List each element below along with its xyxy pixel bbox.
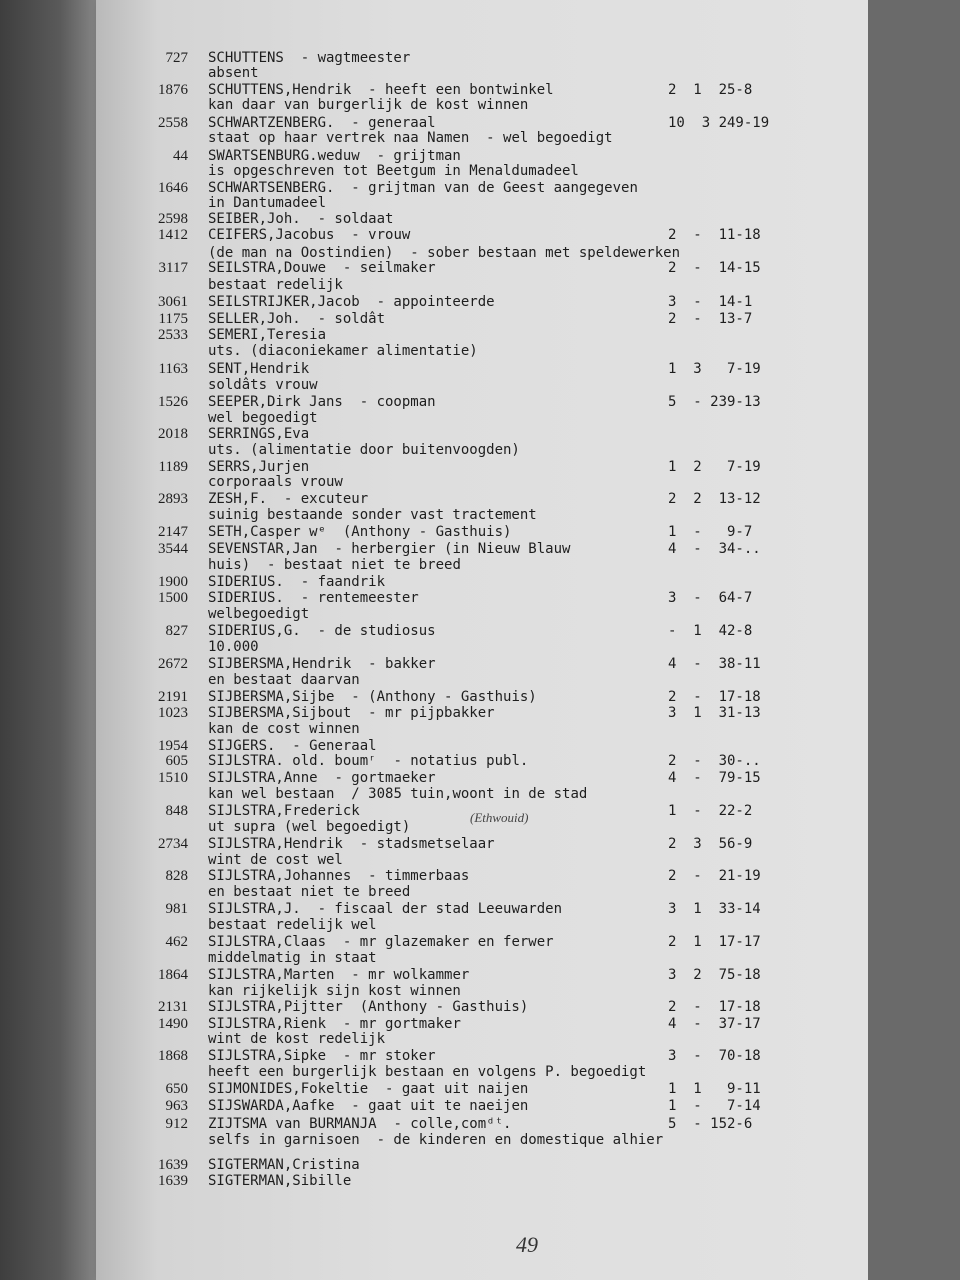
entry-name: uts. (alimentatie door buitenvoogden) (208, 442, 520, 458)
entry-name: en bestaat daarvan (208, 672, 360, 688)
entry-text (208, 786, 587, 802)
entry-occupation: - de studiosus (317, 623, 436, 639)
entry-name: kan de cost winnen (208, 721, 360, 737)
entry-number: 1189 (158, 459, 188, 475)
entry-occupation: - mr stoker (342, 1048, 436, 1064)
entry-number: 3061 (158, 294, 188, 310)
entry-text (208, 65, 275, 81)
entry-values: 2 - 17-18 (668, 999, 761, 1015)
entry-values: 2 - 14-15 (668, 260, 761, 276)
entry-number: 1876 (158, 82, 188, 98)
entry-name: SEIBER,Joh. (208, 211, 301, 227)
entry-text (208, 753, 528, 769)
entry-number: 828 (165, 868, 188, 884)
entry-occupation: - soldât (317, 311, 386, 327)
entry-name: uts. (diaconiekamer alimentatie) (208, 343, 478, 359)
entry-values: 4 - 38-11 (668, 656, 761, 672)
entry-occupation: - bakker (368, 656, 436, 672)
entry-name: en bestaat niet te breed (208, 884, 411, 900)
entry-name: SENT,Hendrik (208, 361, 310, 377)
entry-occupation: - generaal (351, 115, 436, 131)
entry-values: 2 - 13-7 (668, 311, 753, 327)
entry-name: SERRS,Jurjen (208, 459, 310, 475)
entry-text (208, 1132, 663, 1148)
entry-text (208, 1098, 528, 1114)
entry-name: bestaat redelijk wel (208, 917, 377, 933)
entry-name: ut supra (wel begoedigt) (208, 819, 411, 835)
entry-number: 3117 (158, 260, 188, 276)
entry-values: 1 - 7-14 (668, 1098, 761, 1114)
entry-values: 2 1 17-17 (668, 934, 761, 950)
entry-text (208, 277, 360, 293)
entry-text (208, 934, 554, 950)
entry-name: wint de cost wel (208, 852, 343, 868)
entry-text (208, 97, 545, 113)
entry-text (208, 327, 343, 343)
entry-number: 2147 (158, 524, 188, 540)
entry-number: 1639 (158, 1173, 188, 1189)
entry-number: 2598 (158, 211, 188, 227)
entry-text (208, 377, 334, 393)
entry-text (208, 770, 436, 786)
entry-occupation: - sober bestaan met speldewerken (410, 245, 681, 261)
entry-text (208, 343, 495, 359)
entry-occupation: - faandrik (300, 574, 386, 590)
entry-number: 1510 (158, 770, 188, 786)
entry-name: in Dantumadeel (208, 195, 327, 211)
entry-name: middelmatig in staat (208, 950, 377, 966)
entry-text (208, 1116, 511, 1132)
entry-values: 3 - 14-1 (668, 294, 753, 310)
entry-text (208, 50, 410, 66)
entry-name: SIJLSTRA,Claas (208, 934, 327, 950)
entry-values: 1 - 22-2 (668, 803, 753, 819)
entry-name: SIDERIUS. (208, 590, 284, 606)
entry-occupation: - bestaat niet te breed (267, 557, 461, 573)
entry-occupation: - wel begoedigt (486, 130, 613, 146)
entry-text (208, 311, 385, 327)
entry-occupation: - herbergier (in Nieuw Blauw (334, 541, 571, 557)
entry-text (208, 245, 680, 261)
entry-text (208, 115, 436, 131)
entry-name: heeft een burgerlijk bestaan en volgens P. begoedigt (208, 1064, 647, 1080)
entry-number: 1023 (158, 705, 188, 721)
entry-text (208, 82, 554, 98)
page-edge-background (868, 0, 960, 1280)
entry-text (208, 738, 377, 754)
entry-occupation: - notatius publ. (393, 753, 529, 769)
entry-values: 1 2 7-19 (668, 459, 761, 475)
entry-name: kan rijkelijk sijn kost winnen (208, 983, 461, 999)
entry-number: 44 (173, 148, 188, 164)
entry-occupation: - fiscaal der stad Leeuwarden (317, 901, 563, 917)
entry-values: 5 - 152-6 (668, 1116, 753, 1132)
entry-text (208, 901, 562, 917)
entry-name: SIJLSTRA,Rienk (208, 1016, 327, 1032)
entry-name: SIJSWARDA,Aafke (208, 1098, 335, 1114)
entry-values: 5 - 239-13 (668, 394, 761, 410)
entry-name: absent (208, 65, 259, 81)
entry-text (208, 130, 613, 146)
entry-text (208, 606, 326, 622)
entry-name: SIJMONIDES,Fokeltie (208, 1081, 369, 1097)
entry-text (208, 163, 596, 179)
entry-text (208, 1031, 402, 1047)
entry-occupation: - seilmaker (342, 260, 436, 276)
entry-number: 1639 (158, 1157, 188, 1173)
entry-values: 4 - 37-17 (668, 1016, 761, 1032)
entry-text (208, 1081, 528, 1097)
entry-values: 3 2 75-18 (668, 967, 761, 983)
entry-name: SIJBERSMA,Sijbe (208, 689, 335, 705)
entry-name: kan daar van burgerlijk de kost winnen (208, 97, 529, 113)
entry-number: 1954 (158, 738, 188, 754)
entry-number: 3544 (158, 541, 188, 557)
entry-occupation: (Anthony - Gasthuis) (359, 999, 529, 1015)
entry-number: 1868 (158, 1048, 188, 1064)
entry-values: 1 - 9-7 (668, 524, 753, 540)
entry-name: SIJBERSMA,Sijbout (208, 705, 352, 721)
entry-number: 1646 (158, 180, 188, 196)
entry-text (208, 672, 377, 688)
entry-text (208, 410, 334, 426)
entry-occupation: - coopman (359, 394, 436, 410)
entry-name: is opgeschreven tot Beetgum in Menaldumadeel (208, 163, 579, 179)
entry-text (208, 917, 393, 933)
entry-number: 2558 (158, 115, 188, 131)
entry-values: 4 - 34-.. (668, 541, 761, 557)
entry-number: 1526 (158, 394, 188, 410)
entry-occupation: - stadsmetselaar (359, 836, 495, 852)
entry-occupation: - vrouw (351, 227, 411, 243)
entry-name: SIGTERMAN,Sibille (208, 1173, 352, 1189)
entry-values: 3 1 33-14 (668, 901, 761, 917)
entry-text (208, 541, 570, 557)
entry-number: 1900 (158, 574, 188, 590)
entry-text (208, 442, 537, 458)
entry-name: SETH,Casper wᵉ (208, 524, 327, 540)
entry-occupation: - appointeerde (376, 294, 495, 310)
entry-name: SIGTERMAN,Cristina (208, 1157, 360, 1173)
entry-values: 2 - 11-18 (668, 227, 761, 243)
entry-text (208, 721, 377, 737)
entry-text (208, 868, 469, 884)
entry-number: 912 (165, 1116, 188, 1132)
entry-occupation: - grijtman van de Geest aangegeven (351, 180, 638, 196)
entry-text (208, 211, 393, 227)
entry-name: SIJLSTRA,Anne (208, 770, 318, 786)
entry-number: 462 (165, 934, 188, 950)
entry-name: SIJLSTRA,Marten (208, 967, 335, 983)
entry-text (208, 967, 469, 983)
entry-name: corporaals vrouw (208, 474, 343, 490)
entry-text (208, 590, 419, 606)
entry-number: 727 (165, 50, 188, 66)
entry-number: 1163 (158, 361, 188, 377)
entry-name: selfs in garnisoen (208, 1132, 360, 1148)
entry-number: 2893 (158, 491, 188, 507)
entry-name: SEVENSTAR,Jan (208, 541, 318, 557)
entry-name: SCHUTTENS (208, 50, 284, 66)
entry-occupation: / 3085 tuin,woont in de stad (351, 786, 588, 802)
entry-values: 1 3 7-19 (668, 361, 761, 377)
entry-number: 2018 (158, 426, 188, 442)
entry-occupation: - gaat uit te naeijen (351, 1098, 529, 1114)
entry-occupation: - excuteur (283, 491, 369, 507)
entry-occupation: - (Anthony - Gasthuis) (351, 689, 537, 705)
entry-text (208, 1048, 436, 1064)
entry-name: SEILSTRA,Douwe (208, 260, 327, 276)
entry-text (208, 260, 436, 276)
entry-occupation: - grijtman (376, 148, 461, 164)
entry-text (208, 507, 554, 523)
entry-number: 2672 (158, 656, 188, 672)
entry-name: 10.000 (208, 639, 259, 655)
entry-name: SCHWARTSENBERG. (208, 180, 335, 196)
entry-number: 2734 (158, 836, 188, 852)
entry-name: SIJLSTRA,Frederick (208, 803, 360, 819)
entry-text (208, 983, 478, 999)
entry-text (208, 148, 461, 164)
entry-name: staat op haar vertrek naa Namen (208, 130, 470, 146)
entry-text (208, 524, 511, 540)
entry-occupation: - mr pijpbakker (368, 705, 495, 721)
entry-occupation: - rentemeester (300, 590, 419, 606)
entry-name: ZESH,F. (208, 491, 268, 507)
entry-values: 3 - 70-18 (668, 1048, 761, 1064)
entry-text (208, 394, 436, 410)
entry-name: kan wel bestaan (208, 786, 335, 802)
entry-number: 2131 (158, 999, 188, 1015)
page-number: 49 (516, 1232, 538, 1257)
entry-values: 2 - 30-.. (668, 753, 761, 769)
entry-text (208, 1157, 377, 1173)
entry-text (208, 361, 326, 377)
entry-occupation: - wagtmeester (300, 50, 411, 66)
handwritten-margin-note: (Ethwouid) (470, 810, 529, 825)
entry-name: wel begoedigt (208, 410, 318, 426)
entry-number: 848 (165, 803, 188, 819)
entry-occupation: (Anthony - Gasthuis) (342, 524, 512, 540)
entry-number: 963 (165, 1098, 188, 1114)
entry-name: SERRINGS,Eva (208, 426, 310, 442)
entry-occupation: - gortmaeker (334, 770, 436, 786)
entry-occupation: - soldaat (317, 211, 394, 227)
entry-name: SWARTSENBURG.weduw (208, 148, 360, 164)
entry-occupation: - colle,comᵈᵗ. (393, 1116, 512, 1132)
entry-occupation: - Generaal (292, 738, 377, 754)
entry-text (208, 195, 343, 211)
entry-text (208, 819, 427, 835)
entry-text (208, 852, 360, 868)
entry-text (208, 999, 528, 1015)
entry-text (208, 557, 461, 573)
entry-name: SCHUTTENS,Hendrik (208, 82, 352, 98)
entry-name: SELLER,Joh. (208, 311, 301, 327)
entry-occupation: - mr wolkammer (351, 967, 470, 983)
entry-text (208, 884, 427, 900)
entry-text (208, 426, 326, 442)
entry-name: SEILSTRIJKER,Jacob (208, 294, 360, 310)
entry-text (208, 227, 410, 243)
entry-number: 2533 (158, 327, 188, 343)
entry-name: SIJBERSMA,Hendrik (208, 656, 352, 672)
entry-number: 2191 (158, 689, 188, 705)
entry-name: CEIFERS,Jacobus (208, 227, 335, 243)
entry-name: SIJLSTRA,Sipke (208, 1048, 327, 1064)
entry-text (208, 1064, 663, 1080)
entry-values: 3 1 31-13 (668, 705, 761, 721)
entry-values: 10 3 249-19 (668, 115, 770, 131)
entry-name: wint de kost redelijk (208, 1031, 386, 1047)
entry-number: 827 (165, 623, 188, 639)
entry-values: 2 3 56-9 (668, 836, 753, 852)
entry-text (208, 656, 436, 672)
entry-name: SIJLSTRA,J. (208, 901, 301, 917)
entry-text (208, 836, 495, 852)
entry-name: SIJGERS. (208, 738, 276, 754)
entry-name: SCHWARTZENBERG. (208, 115, 335, 131)
entry-text (208, 1016, 461, 1032)
entry-text (208, 474, 360, 490)
entry-occupation: - heeft een bontwinkel (368, 82, 554, 98)
entry-text (208, 689, 537, 705)
entry-values: - 1 42-8 (668, 623, 753, 639)
entry-text (208, 574, 385, 590)
entry-text (208, 459, 326, 475)
entry-values: 3 - 64-7 (668, 590, 753, 606)
entry-name: SIDERIUS,G. (208, 623, 301, 639)
entry-name: SIDERIUS. (208, 574, 284, 590)
entry-number: 1490 (158, 1016, 188, 1032)
entry-text (208, 491, 368, 507)
entry-text (208, 803, 377, 819)
entry-name: soldâts vrouw (208, 377, 318, 393)
entry-name: SIJLSTRA,Hendrik (208, 836, 343, 852)
entry-name: SIJLSTRA,Pijtter (208, 999, 343, 1015)
entry-values: 2 - 17-18 (668, 689, 761, 705)
entry-text (208, 294, 495, 310)
entry-text (208, 1173, 368, 1189)
entry-number: 1500 (158, 590, 188, 606)
entry-text (208, 705, 495, 721)
entry-number: 1864 (158, 967, 188, 983)
entry-occupation: - mr gortmaker (342, 1016, 461, 1032)
entry-occupation: - gaat uit naijen (385, 1081, 529, 1097)
entry-values: 2 2 13-12 (668, 491, 761, 507)
entry-number: 605 (165, 753, 188, 769)
entry-values: 2 - 21-19 (668, 868, 761, 884)
entry-values: 4 - 79-15 (668, 770, 761, 786)
entry-name: (de man na Oostindien) (208, 245, 394, 261)
entry-name: SEMERI,Teresia (208, 327, 327, 343)
entry-text (208, 639, 275, 655)
entry-text (208, 950, 393, 966)
entry-name: SIJLSTRA,Johannes (208, 868, 352, 884)
entry-number: 650 (165, 1081, 188, 1097)
entry-occupation: - de kinderen en domestique alhier (376, 1132, 664, 1148)
entry-name: SIJLSTRA. old. boumʳ (208, 753, 377, 769)
entry-occupation: - mr glazemaker en ferwer (342, 934, 554, 950)
entry-values: 2 1 25-8 (668, 82, 753, 98)
entry-number: 1175 (158, 311, 188, 327)
entry-name: SEEPER,Dirk Jans (208, 394, 343, 410)
entry-name: welbegoedigt (208, 606, 310, 622)
entry-number: 1412 (158, 227, 188, 243)
entry-name: suinig bestaande sonder vast tractement (208, 507, 537, 523)
entry-occupation: - timmerbaas (368, 868, 470, 884)
entry-text (208, 623, 436, 639)
entry-text (208, 180, 638, 196)
entry-name: ZIJTSMA van BURMANJA (208, 1116, 377, 1132)
book-spine-shadow (0, 0, 100, 1280)
entry-values: 1 1 9-11 (668, 1081, 761, 1097)
entry-number: 981 (165, 901, 188, 917)
entry-name: huis) (208, 557, 251, 573)
entry-name: bestaat redelijk (208, 277, 343, 293)
